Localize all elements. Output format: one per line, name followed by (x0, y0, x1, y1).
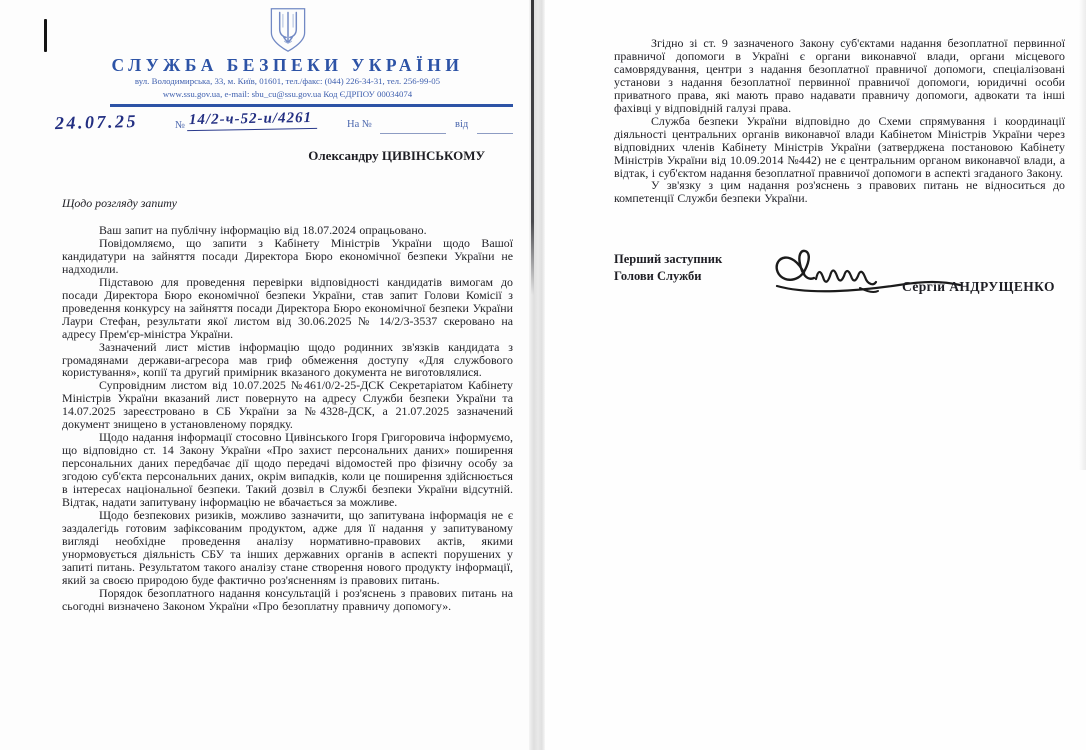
body-paragraph: Згідно зі ст. 9 зазначеного Закону суб'єктами надання безоплатної первинної правничої допомоги в Україні є органи виконавчої влади, органи місцевого самоврядування, центри з надання безоплатної правничої допомоги, спеціалізовані установи з надання безоплатної первинної правничої допомоги, юридичні особи приватного права, які мають право надавати правничу допомоги, адвокати та інші фахівці у відповідній галузі права. (614, 36, 1065, 115)
recipient-name: Олександру ЦИВІНСЬКОМУ (308, 148, 485, 163)
body-paragraph: Щодо безпекових ризиків, можливо зазначити, що запитувана інформація не є заздалегідь готовим зафіксованим продуктом, адже для її надання у запитуваному вигляді необхідне проведення аналізу нормативно-правових актів, якими унормовується діяльність СБУ та інших державних органів в аспекті порушених у запиті питань. Результатом такого аналізу стане створення нового продукту інформації, який за своєю природою буде фактично роз'ясненням із правових питань. (62, 507, 513, 587)
signer-name: Сергій АНДРУЩЕНКО (902, 279, 1055, 295)
subject-line: Щодо розгляду запиту (62, 196, 177, 210)
body-paragraph: Супровідним листом від 10.07.2025 №461/0/2-25-ДСК Секретаріатом Кабінету Міністрів України вказаний лист повернуто на адресу Служби безпеки України та 14.07.2025 зареєстровано в СБ України за №4328-ДСК, а 21.07.2025 зазначений документ знищено в установленому порядку. (62, 378, 513, 432)
body-paragraph: Підставою для проведення перевірки відповідності кандидатів вимогам до посади Директора Бюро економічної безпеки України, став запит Голови Комісії з проведення конкурсу на зайняття посади Директора Бюро економічної безпеки України Лаури Стефан, результати якої листом від 30.06.2025 № 14/2/3-3537 скеровано на адресу Прем'єр-міністра України. (62, 274, 513, 341)
registration-row (0, 107, 543, 141)
body-paragraph: Повідомляємо, що запити з Кабінету Міністрів України щодо Вашої кандидатури на зайняття посади Директора Бюро економічної безпеки України не надходили. (62, 235, 513, 276)
handwritten-reg-number: 14/2-ч-52-и/4261 (187, 110, 317, 131)
signer-position (614, 251, 722, 284)
page-right (545, 0, 1086, 750)
page-left-content (54, 0, 513, 613)
body-paragraph: Ваш запит на публічну інформацію від 18.07.2024 опрацьовано. (99, 223, 427, 237)
signature-block (614, 241, 1065, 331)
body-paragraph: Служба безпеки України відповідно до Схеми спрямування і координації діяльності центральних органів виконавчої влади Кабінетом Міністрів України через відповідних членів Кабінету Міністрів України (затверджена постановою Кабінету Міністрів України від 10.09.2014 №442) не є центральним органом виконавчої влади, а відтак, і суб'єктом надання безоплатної правничої допомоги в аспекті згаданого Закону. (614, 113, 1065, 180)
reply-to-number-label: На № (347, 119, 372, 130)
body-paragraph: Порядок безоплатного надання консультацій і роз'яснень з правових питань на сьогодні визначено Законом України «Про безоплатну правничу допомогу». (62, 585, 513, 613)
org-name: СЛУЖБА БЕЗПЕКИ УКРАЇНИ (111, 55, 464, 75)
ukraine-trident-emblem (267, 6, 309, 54)
page-left (0, 0, 531, 750)
body-paragraph: Щодо надання інформації стосовно Цивінського Ігоря Григоровича інформуємо, що відповідно ст. 14 Закону України «Про захист персональних даних» поширення персональних даних передбачає дії щодо передачі відомостей про фізичну особу за згодою суб'єкта персональних даних, окрім випадків, коли це поширення здійснюється в інтересах національної безпеки. Такий дозвіл в Службі безпеки України відсутній. Відтак, надати запитувану інформацію не вбачається за можливе. (62, 430, 513, 510)
org-address-line1: вул. Володимирська, 33, м. Київ, 01601, тел./факс: (044) 226-34-31, тел. 256-99-05 (134, 76, 441, 86)
reply-date-label: від (455, 119, 469, 130)
org-address-line2: www.ssu.gov.ua, e-mail: sbu_cu@ssu.gov.ua Код ЄДРПОУ 00034074 (162, 88, 413, 99)
number-sign-label: № (175, 120, 186, 131)
body-paragraph: Зазначений лист містив інформацію щодо родинних зв'язків кандидата з громадянами держави-агресора мав гриф обмеження доступу «Для службового користування», копії та другий примірник вказаного документа не виготовлялися. (62, 339, 513, 380)
page-right-content (614, 24, 1065, 331)
handwritten-date: 24.07.25 (54, 110, 139, 134)
scan-artifact-mark (44, 19, 47, 52)
signer-position-line1: Перший заступник (614, 252, 723, 267)
blank-line (477, 132, 513, 134)
letter-body-left (62, 224, 513, 613)
blank-line (380, 132, 446, 134)
handwritten-signature (764, 237, 994, 309)
page-edge-shadow (531, 0, 534, 295)
scan-right-edge (1079, 0, 1086, 470)
letter-body-right (614, 37, 1065, 205)
signer-position-line2: Голови Служби (614, 268, 702, 283)
body-paragraph: У зв'язку з цим надання роз'яснень з правових питань не відноситься до компетенції Служби безпеки України. (614, 178, 1065, 206)
